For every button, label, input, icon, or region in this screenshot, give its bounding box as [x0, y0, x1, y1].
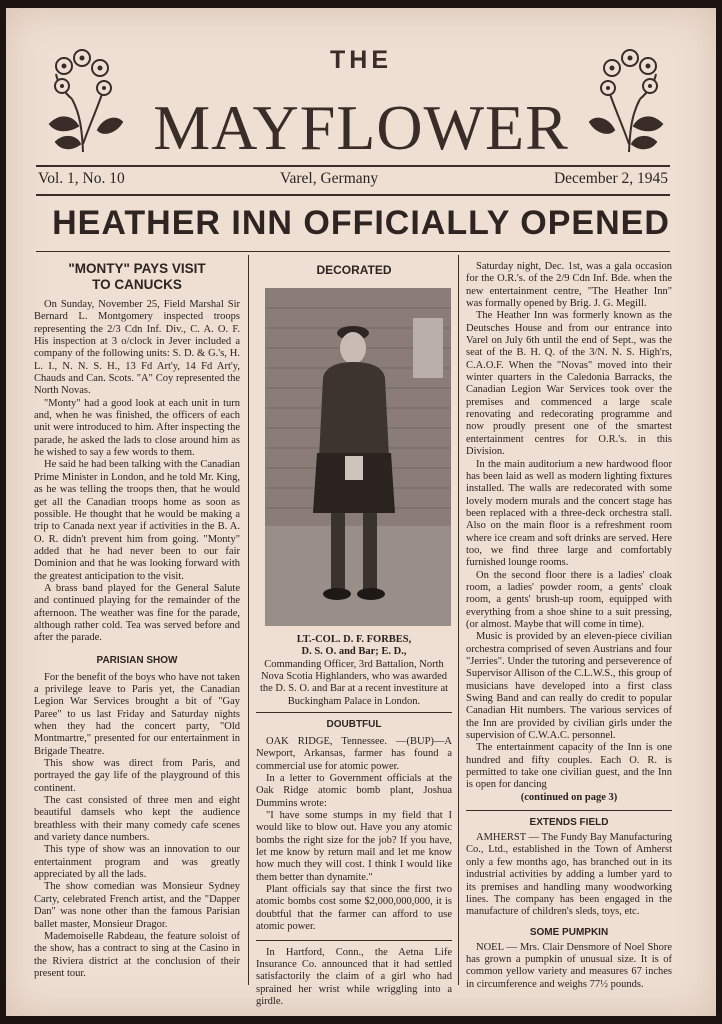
column-divider-2	[458, 255, 459, 985]
article-title-monty	[34, 261, 240, 293]
parisian-paragraph: This show was direct from Paris, and portrayed the gay life of the playground of this continent.	[34, 758, 240, 794]
issue-date: December 2, 1945	[553, 170, 668, 187]
article-title-doubtful: DOUBTFUL	[326, 719, 382, 730]
headline-rule	[36, 251, 670, 252]
monty-paragraph: "Monty" had a good look at each unit in turn and, when he was finished, the officers of each unit were introduced to him. After inspecting the parade, he asked the lads to close around him as he wished to say a few words to them.	[34, 397, 240, 459]
heather-paragraph: Music is provided by an eleven-piece civilian orchestra comprised of seven Austrians and four "Jerries". Under the tutoring and perseverence of Supervisor Allison of the C.L.W.S., this group of musicians have developed into a first class Swing Band and can really do credit to popular Canadian Hit numbers. The various services of the Inn are provided by civilian girls under the supervision of C.W.A.C. personnel.	[466, 631, 672, 742]
monty-paragraph: On Sunday, November 25, Field Marshal Sir Bernard L. Montgomery inspected troops representing the 2/3 Cdn Inf. Div., C. A. O. F. His inspection at 3 o/clock in Jever included a company of the following units: S. D. & G.'s, H. L. I., N. N. S. H., 13 Fd Art'y, 14 Fd Art'y, Chauds and Can. Scots. "A" Coy represented the North Novas.	[34, 299, 240, 397]
heather-paragraph: Saturday night, Dec. 1st, was a gala occasion for the O.R.'s. of the 2/9 Cdn Inf. Bde. when the new entertainment centre, "The Heather Inn" was formally opened by Brig. J. G. Megill.	[466, 261, 672, 310]
heather-paragraph: In the main auditorium a new hardwood floor has been laid as well as modern lighting fixtures installed. The walls are redecorated with some lovely modern murals and the concert stage has been replaced with a three-deck orchestra stall. Also on the main floor is a refreshment room where ice cream and soft drinks are served. Here too, we find three large and comfortably furnished lounge rooms.	[466, 458, 672, 569]
parisian-paragraph: The show comedian was Monsieur Sydney Carty, celebrated French artist, and the "Dapper Dan" was none other than the famous Parisian ballet master, Monsieur Dragor.	[34, 881, 240, 930]
monty-paragraph: A brass band played for the General Salute and continued playing for the remainder of the afternoon. The weather was fine for the parade, although rather cold. Tea was served before and after the parade.	[34, 582, 240, 644]
masthead-title: MAYFLOWER	[153, 92, 569, 163]
parisian-paragraph: The cast consisted of three men and eight beautiful damsels who kept the audience breathless with their many comedy cafe scenes and variety dance numbers.	[34, 795, 240, 844]
heather-paragraph: The Heather Inn was formerly known as the Deutsches House and from our entrance into Varel on July 6th until the end of Sept., was the seat of the B. H. Q. of the 3/N. N. S. High'rs, C.A.O.F. When the "Novas" moved into their winter quarters in the Caledonia Barracks, the Canadian Legion War Services took over the premises and commenced a large scale renovating and redecorating programme and now proudly present one of the smartest entertainment centres for O.R.'s. in this Division.	[466, 310, 672, 458]
decorated-rule	[256, 712, 452, 713]
article-title-extends-field: EXTENDS FIELD	[529, 817, 609, 829]
main-headline: HEATHER INN OFFICIALLY OPENED	[52, 204, 670, 242]
caption-line-2: D. S. O. and Bar; E. D.,	[301, 646, 407, 658]
continued-note: (continued on page 3)	[520, 791, 618, 803]
parisian-paragraph: This type of show was an innovation to our entertainment program and was greatly appreciated by all the lads.	[34, 844, 240, 881]
column-divider-1	[248, 255, 249, 985]
volume-number: Vol. 1, No. 10	[38, 170, 125, 187]
monty-title-line-1: "MONTY" PAYS VISIT	[68, 261, 206, 276]
doubtful-paragraph: Plant officials say that since the first two atomic bombs cost some $2,000,000,000, it is doubtful that the farmer can afford to use atomic power.	[256, 884, 452, 933]
caption-honours	[256, 646, 452, 658]
article-title-parisian-show: PARISIAN SHOW	[96, 654, 178, 666]
heather-paragraph: The entertainment capacity of the Inn is one hundred and fifty couples. Each O. R. is permitted to take one civilian guest, and the Inn is open for dancing	[466, 742, 672, 791]
parisian-paragraph: Mademoiselle Rabdeau, the feature soloist of the show, has a contract to sing at the Casino in the Riviera district at the conclusion of their present tour.	[34, 930, 240, 979]
column-right	[466, 261, 672, 991]
caption-body: Commanding Officer, 3rd Battalion, North Nova Scotia Highlanders, who was awarded the D. S. O. and Bar at a recent investiture at Buckingham Palace in London.	[259, 658, 449, 707]
column-middle	[256, 719, 452, 1008]
caption-name	[256, 634, 452, 646]
masthead-rule-top	[36, 165, 670, 167]
masthead-the: THE	[330, 46, 392, 74]
parisian-paragraph: For the benefit of the boys who have not taken a privilege leave to Paris yet, the Canadian Legion War Services brought a bit of "Gay Paree" to us last Friday and Saturday nights when they had the concert party, "Old Montmartre," presented for our entertainment in Brigade Theatre.	[34, 671, 240, 757]
extends-paragraph: AMHERST — The Fundy Bay Manufacturing Co., Ltd., established in the Town of Amherst only a few months ago, has branched out in its industrial activities by adding a lumber yard to its premises and handling many woodworking lines. The company has been engaged in the manufacture of children's sleds, toys, etc.	[466, 832, 672, 918]
masthead-rule-bottom	[36, 194, 670, 196]
article-title-some-pumpkin: SOME PUMPKIN	[529, 926, 609, 938]
dateline	[38, 170, 668, 192]
pumpkin-paragraph: NOEL — Mrs. Clair Densmore of Noel Shore has grown a pumpkin of unusual size. It is of common yellow variety and measures 67 inches in circumference and weighs 77½ pounds.	[466, 941, 672, 990]
doubtful-paragraph: In Hartford, Conn., the Aetna Life Insurance Co. announced that it had settled satisfactorily the claim of a girl who had sprained her wrist while wriggling into a girdle.	[256, 946, 452, 1007]
column-middle-header	[256, 264, 452, 276]
caption-line-1: LT.-COL. D. F. FORBES,	[296, 634, 412, 645]
monty-title-line-2: TO CANUCKS	[92, 277, 182, 292]
newspaper-page	[6, 8, 716, 1016]
doubtful-paragraph: OAK RIDGE, Tennessee. —(BUP)—A Newport, Arkansas, farmer has found a commercial use for atomic power.	[256, 736, 452, 772]
heather-separator	[466, 810, 672, 811]
heather-paragraph: On the second floor there is a ladies' cloak room, a ladies' powder room, a gents' cloak room, a gents' brush-up room, equipped with everything from a shoe shine to a suit pressing, (or almost. Maybe that will come in time).	[466, 569, 672, 630]
place: Varel, Germany	[280, 170, 379, 187]
doubtful-paragraph: In a letter to Government officials at the Oak Ridge atomic bomb plant, Joshua Dummins wrote:	[256, 773, 452, 809]
doubtful-separator	[256, 940, 452, 941]
column-left	[34, 261, 240, 980]
doubtful-paragraph: "I have some stumps in my field that I would like to blow out. Have you any atomic bombs the right size for the job? If you have, let me know by return mail and let me know how much they will cost. I think I would like them better than dynamite."	[256, 810, 452, 883]
photo-caption	[256, 634, 452, 708]
portrait-photo	[265, 288, 451, 626]
article-title-decorated: DECORATED	[316, 263, 392, 277]
monty-paragraph: He said he had been talking with the Canadian Prime Minister in London, and he told Mr. King, as he was telling the troops then, that he would get all the Canadian troops home as soon as possible. He thought that he would be making a trip to Canada next year if activities in the B. A. O. R. didn't prevent him from going. "Monty" added that he had never been to our fair Dominion and that he was looking forward with the greatest anticipation to the visit.	[34, 459, 240, 582]
